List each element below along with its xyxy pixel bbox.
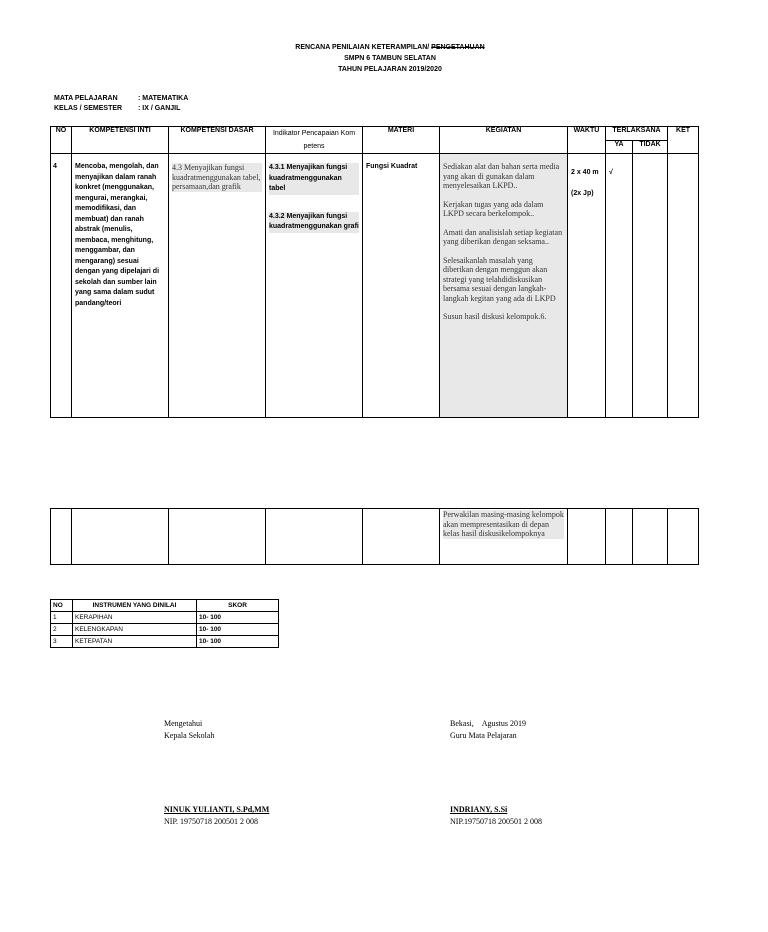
title-text: RENCANA PENILAIAN KETERAMPILAN/	[295, 44, 432, 51]
sig-right-line2: Guru Mata Pelajaran	[450, 731, 517, 740]
sig-place: Bekasi,	[450, 719, 474, 728]
instrument-header-name: INSTRUMEN YANG DINILAI	[73, 600, 197, 612]
school-name: SMPN 6 TAMBUN SELATAN	[344, 55, 436, 62]
instrument-score: 10- 100	[197, 624, 279, 636]
header-kompetensi-dasar: KOMPETENSI DASAR	[169, 127, 266, 154]
sig-left-line1: Mengetahui	[164, 719, 203, 728]
sig-right-line1	[450, 719, 526, 728]
kegiatan-step-4: Selesaikanlah masalah yang diberikan dengan menggun akan strategi yang telahdidiskusikan bersama sesuai dengan langkah-langkah kegitan yang ada di LKPD	[443, 255, 556, 303]
title-line-1	[0, 44, 768, 51]
table-row	[51, 636, 279, 648]
header-kompetensi-inti: KOMPETENSI INTI	[72, 127, 169, 154]
kompetensi-dasar-text: 4.3 Menyajikan fungsi kuadratmenggunakan tabel, persamaan,dan grafik	[172, 163, 261, 191]
waktu-text: 2 x 40 m	[571, 169, 599, 176]
table-row	[51, 509, 699, 565]
kegiatan-step-5: Susun hasil diskusi kelompok.6.	[443, 312, 547, 321]
kegiatan-step-3: Amati dan analisislah setiap kegiatan yang diberikan dengan seksama..	[443, 227, 563, 246]
indikator-1-text: 4.3.1 Menyajikan fungsi kuadratmenggunakan tabel	[269, 163, 359, 195]
school-year: TAHUN PELAJARAN 2019/2020	[338, 66, 442, 73]
teacher-nip: NIP.19750718 200501 2 008	[450, 817, 543, 826]
ya-checkmark: √	[609, 169, 613, 176]
sig-date: Agustus 2019	[481, 719, 527, 728]
header-ya: YA	[606, 140, 633, 154]
header-indikator: Indikator Pencapaian Kom petens	[266, 127, 363, 154]
subject-label: MATA PELAJARAN	[54, 95, 118, 102]
kompetensi-inti-text: Mencoba, mengolah, dan menyajikan dalam ranah konkret (menggunakan, mengurai, merangkai, memodifikasi, dan membuat) dan ranah abstrak (menulis, membaca, menghitung, menggambar, dan mengarang) sesuai dengan yang dipelajari di sekolah dan sumber lain yang sama dalam sudut pandang/teori	[75, 163, 160, 307]
instrument-header-score: SKOR	[197, 600, 279, 612]
kegiatan-step-2: Kerjakan tugas yang ada dalam LKPD secara berkelompok..	[443, 199, 544, 218]
header-terlaksana: TERLAKSANA	[606, 127, 668, 141]
header-ket: KET	[668, 127, 699, 154]
assessment-table	[50, 126, 699, 418]
instrument-no: 1	[51, 612, 73, 624]
kegiatan-cell	[440, 154, 568, 418]
table-row	[51, 154, 699, 418]
teacher-name: INDRIANY, S.Si	[450, 805, 508, 814]
kegiatan-continuation-text: Perwakilan masing-masing kelompok akan mempresentasikan di depan kelas hasil diskusikelompoknya	[443, 510, 564, 538]
title-strikethrough-text: PENGETAHUAN	[431, 44, 485, 51]
kegiatan-step-1: Sediakan alat dan bahan serta media yang akan di gunakan dalam menyelesaikan LKPD..	[443, 162, 560, 190]
header-kegiatan: KEGIATAN	[440, 127, 568, 154]
instrument-name: KERAPIHAN	[73, 612, 197, 624]
class-label: KELAS / SEMESTER	[54, 105, 123, 112]
table-row	[51, 624, 279, 636]
subject-value: : MATEMATIKA	[138, 95, 189, 102]
materi-text: Fungsi Kuadrat	[366, 163, 418, 170]
instrument-name: KELENGKAPAN	[73, 624, 197, 636]
instrument-header-no: NO	[51, 600, 73, 612]
header-tidak: TIDAK	[633, 140, 668, 154]
indikator-2-text: 4.3.2 Menyajikan fungsi kuadratmenggunakan grafi	[269, 212, 359, 233]
continuation-table	[50, 508, 699, 565]
header-materi: MATERI	[363, 127, 440, 154]
class-value: : IX / GANJIL	[138, 105, 181, 112]
table-row	[51, 612, 279, 624]
row-no: 4	[53, 163, 57, 170]
header-waktu: WAKTU	[568, 127, 606, 154]
instrument-no: 3	[51, 636, 73, 648]
principal-name: NINUK YULIANTI, S.Pd,MM	[164, 805, 270, 814]
sig-left-line2: Kepala Sekolah	[164, 731, 215, 740]
principal-nip: NIP. 19750718 200501 2 008	[164, 817, 259, 826]
header-no: NO	[51, 127, 72, 154]
instrument-score: 10- 100	[197, 636, 279, 648]
instrument-no: 2	[51, 624, 73, 636]
instrument-name: KETEPATAN	[73, 636, 197, 648]
waktu-jp-text: (2x Jp)	[571, 189, 594, 197]
instrument-score: 10- 100	[197, 612, 279, 624]
instrument-table	[50, 599, 279, 648]
